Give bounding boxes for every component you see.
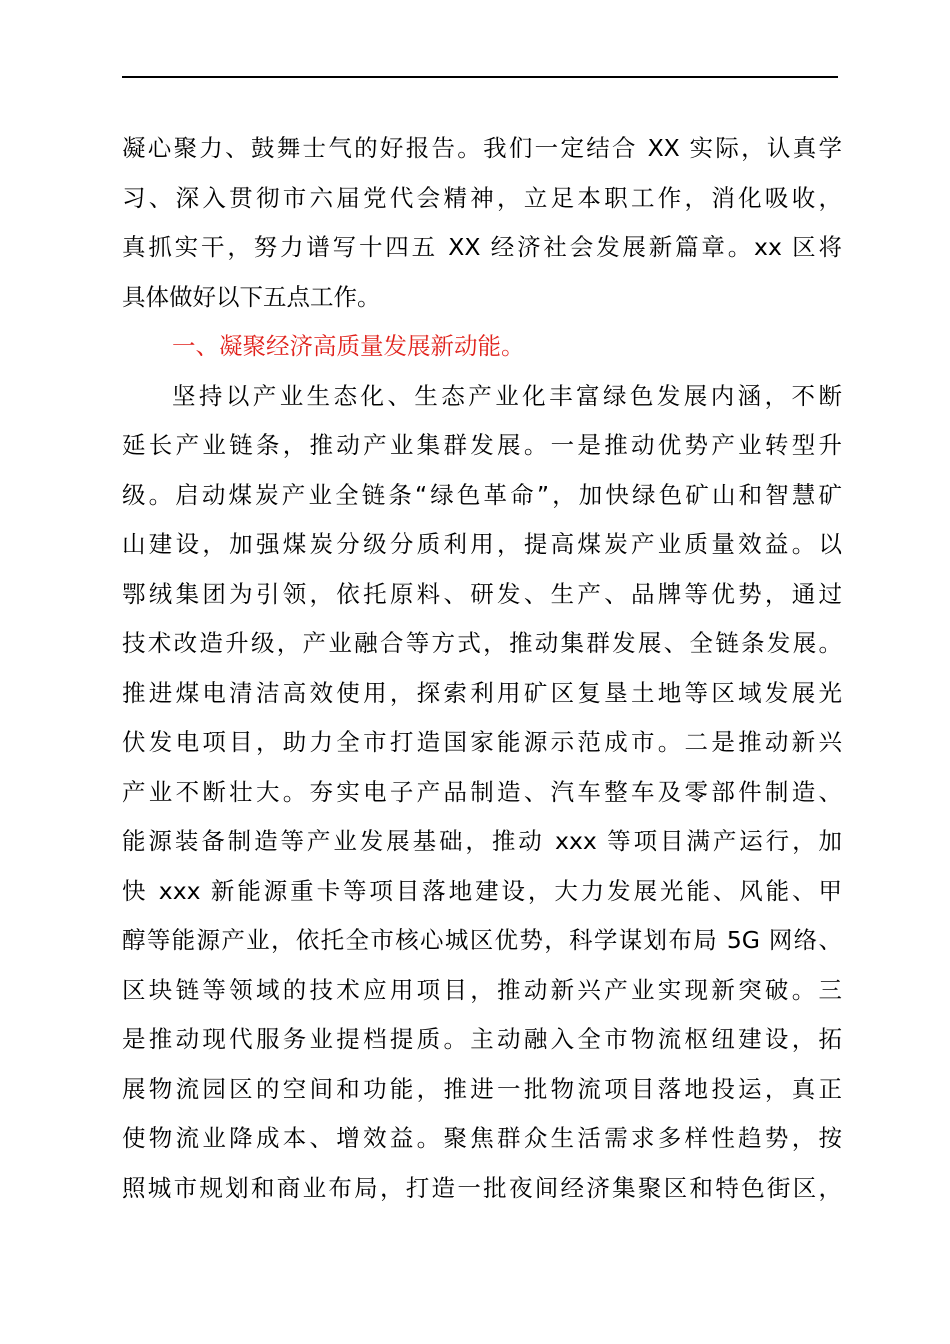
body-line: 照城市规划和商业布局，打造一批夜间经济集聚区和特色街区， xyxy=(122,1173,842,1202)
section-heading: 一、凝聚经济高质量发展新动能。 xyxy=(172,332,525,360)
body-line: 伏发电项目，助力全市打造国家能源示范成市。二是推动新兴 xyxy=(122,728,842,756)
body-line: 区块链等领域的技术应用项目，推动新兴产业实现新突破。三 xyxy=(122,975,842,1004)
body-line: 级。启动煤炭产业全链条“绿色革命”，加快绿色矿山和智慧矿 xyxy=(122,480,842,509)
intro-line: 具体做好以下五点工作。 xyxy=(122,282,381,311)
body-line: 坚持以产业生态化、生态产业化丰富绿色发展内涵，不断 xyxy=(172,381,842,410)
body-line: 技术改造升级，产业融合等方式，推动集群发展、全链条发展。 xyxy=(122,629,842,657)
body-line: 鄂绒集团为引领，依托原料、研发、生产、品牌等优势，通过 xyxy=(122,579,842,608)
body-line: 产业不断壮大。夯实电子产品制造、汽车整车及零部件制造、 xyxy=(122,777,842,806)
header-rule xyxy=(122,76,838,78)
document-body xyxy=(122,124,842,1213)
body-line: 延长产业链条，推动产业集群发展。一是推动优势产业转型升 xyxy=(122,431,842,459)
intro-line: 凝心聚力、鼓舞士气的好报告。我们一定结合 XX 实际，认真学 xyxy=(122,134,842,162)
body-line: 醇等能源产业，依托全市核心城区优势，科学谋划布局 5G 网络、 xyxy=(122,926,842,954)
body-line: 使物流业降成本、增效益。聚焦群众生活需求多样性趋势，按 xyxy=(122,1124,842,1152)
body-line: 快 xxx 新能源重卡等项目落地建设，大力发展光能、风能、甲 xyxy=(122,876,842,905)
body-line: 山建设，加强煤炭分级分质利用，提高煤炭产业质量效益。以 xyxy=(122,530,842,558)
body-line: 推进煤电清洁高效使用，探索利用矿区复垦土地等区域发展光 xyxy=(122,678,842,707)
body-line: 能源装备制造等产业发展基础，推动 xxx 等项目满产运行，加 xyxy=(122,827,842,855)
intro-line: 习、深入贯彻市六届党代会精神，立足本职工作，消化吸收， xyxy=(122,183,842,212)
intro-line: 真抓实干，努力谱写十四五 XX 经济社会发展新篇章。xx 区将 xyxy=(122,233,842,261)
body-line: 展物流园区的空间和功能，推进一批物流项目落地投运，真正 xyxy=(122,1074,842,1103)
body-line: 是推动现代服务业提档提质。主动融入全市物流枢纽建设，拓 xyxy=(122,1025,842,1053)
